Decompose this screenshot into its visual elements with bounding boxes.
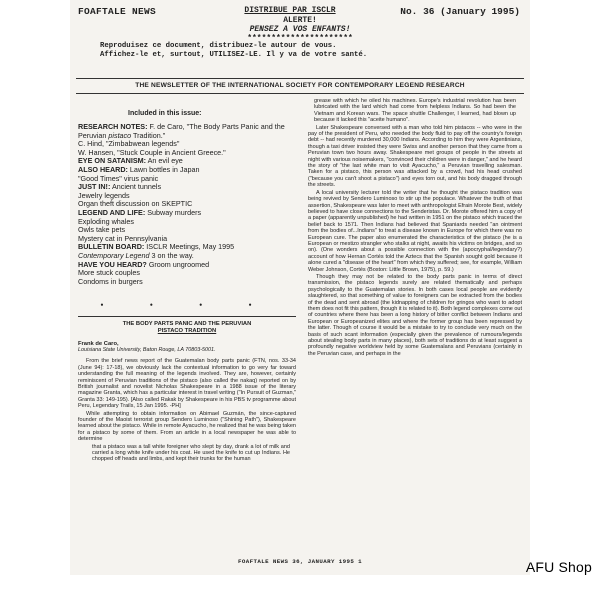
toc-label: HAVE YOU HEARD? (78, 259, 147, 269)
paragraph: A local university lecturer told the writer that he thought the pistaco tradition was being revived by Sendero Luminoso to stir up the populace. Whatever the truth of that assertion, Shakespeare was later to meet with anthropologist Efrain Morote Best, widely believed to have close connections to the Senderistas. Dr. Morote offered him a copy of a paper (apparently unpublished) he had written in 1951 on the pistaco which traced the belief back to 1571. Then Indians had believed that Spaniards needed "an ointment from the bodies of...Indians" to treat a disease known in Europe for which there was no European cure. The paper also enumerated the characteristics of the pistaco (he is a European or mestizo strangler who stalks at night, awaits his victims on bridges, and so on). (One wonders about a possible connection with the (apocryphal/legendary?) account of how Hernan Cortés told the Aztecs that the Spanish sought gold because it alone cured a "disease of the heart" from which they suffered; see, for example, William Weber Johnson, Cortés (Boston: Little Brown, 1975), p. 59.) (308, 189, 522, 273)
distribution-line: DISTRIBUE PAR ISCLR (244, 6, 336, 15)
section-divider-dots: • • • • (100, 300, 274, 311)
toc-item: Condoms in burgers (78, 276, 143, 286)
toc-text: ISCLR Meetings, May 1995 (144, 242, 235, 252)
page-footer: FOAFTALE NEWS 36, JANUARY 1995 1 (237, 558, 363, 565)
toc-text: Tradition." (131, 130, 166, 140)
toc-heading: Included in this issue: (128, 110, 202, 117)
article-author: Frank de Caro, (78, 341, 119, 348)
toc-label: LEGEND AND LIFE: (78, 207, 146, 217)
notice-line-2: Affichez-le et, surtout, UTILISEZ-LE. Il y va de votre santé. (100, 51, 368, 59)
article-title-line: PISTACO TRADITION (157, 328, 217, 335)
left-column (78, 106, 296, 464)
toc-text: Contemporary Legend (78, 250, 150, 260)
paragraph: While attempting to obtain information on Abimael Guzmán, the since-captured founder of the Maoist terrorist group Sendero Luminoso ("Shining Path"), Shakespeare learned about the pistaco. While in remote Ayacucho, he realized that he was being taken for a pistaco by some of them. From an article in a local newspaper he was able to determine (78, 410, 296, 443)
toc-item: C. Hind, "Zimbabwean legends" (78, 139, 180, 149)
toc-item: More stuck couples (78, 268, 140, 278)
newsletter-page (70, 0, 530, 575)
divider (78, 316, 296, 317)
shop-watermark: AFU Shop (525, 559, 592, 575)
article-title (78, 321, 296, 335)
toc-text: 3 on the way. (149, 250, 194, 260)
toc-text: Groom ungroomed (146, 259, 210, 269)
newsletter-title: THE NEWSLETTER OF THE INTERNATIONAL SOCIETY FOR CONTEMPORARY LEGEND RESEARCH (76, 78, 524, 94)
toc-text: Lawn bottles in Japan (127, 164, 200, 174)
toc-label: ALSO HEARD: (78, 164, 128, 174)
article-title-line: THE BODY PARTS PANIC AND THE PERUVIAN (122, 321, 252, 328)
masthead-title: FOAFTALE NEWS (78, 6, 157, 17)
toc-item (78, 123, 296, 140)
toc-item: Jewelry legends (78, 190, 130, 200)
block-quote-continued: grease with which he oiled his machines. Europe's industrial revolution has been lubricated with the lard which had come from helpless Indians. So had been the Vietnam and Korean wars. The space shuttle Challenger, I learned, had blown up because it lacked this "aceite humano". (314, 98, 516, 124)
toc-label: BULLETIN BOARD: (78, 242, 145, 252)
toc-item: Mystery cat in Pennsylvania (78, 233, 168, 243)
alert-stars: ********************** (247, 34, 353, 43)
block-quote: that a pistaco was a tall white foreigner who slept by day, drank a lot of milk and carried a long white knife under his coat. He used the knife to cut up Indians. He chopped off heads and limbs, and kept their trunks for the human (92, 443, 290, 463)
toc-label: EYE ON SATANISM: (78, 156, 147, 166)
paragraph: Though they may not be related to the body parts panic in terms of direct transmission, the pistaco legends surely are related thematically and perhaps psychologically to the Guatemalan stories. In both cases local people are evidently slaughtered, so that something of value to foreigners can be extracted from the bodies of the dead and sent abroad (the kidnapping of children for gringos who want to adopt them does not fit this pattern, though it is related to it). Both legend complexes come out of countries where there has been a long history of bitter conflict between Indians and European or Europeanized elites and where the former group has been repressed by the latter. Though of course it would be a mistake to try to conclude very much on the basis of such scant information (especially given the prevalence of rumours/legends about stealing body parts in many places), both sets of traditions do at least suggest a profoundly negative worldview held by some Guatemalans and Peruvians (certainly in the Peruvian case, and perhaps in the (308, 273, 523, 357)
toc-text: An evil eye (146, 156, 183, 166)
article-affiliation: Louisiana State University, Baton Rouge, LA 70803-5001. (78, 347, 216, 354)
toc-text: F. de Caro, "The Body Parts Panic and the Peruvian (78, 122, 285, 140)
toc-text: Subway murders (145, 207, 202, 217)
toc-item: Exploding whales (78, 216, 134, 226)
toc-label: JUST IN!: (78, 182, 111, 192)
article-body-left (78, 358, 296, 463)
toc-label: RESEARCH NOTES: (78, 122, 148, 131)
paragraph: From the brief news report of the Guatemalan body parts panic (FTN, nos. 33-34 (June 94): 17-18), we obviously lack the contextual information to go very far toward understanding the full meaning of the legends involved. They are, however, certainly reminiscent of Peruvian traditions of the pistaco (also called the nakaq) reported on by British journalist and novelist Nicholas Shakespeare in a 1988 issue of the literary magazine Granta, which has a particular interest in travel writing ("In Pursuit of Guzman," Granta 33: 149-195). [Also called Rakak by Shakespeare in his PBS tv programme about Peru, Legendary Trails, 15 Jan 1995. -PH] (78, 358, 296, 410)
toc-item: W. Hansen, "Stuck Couple in Ancient Greece." (78, 147, 226, 157)
alert-block (70, 16, 530, 43)
notice-block (100, 42, 510, 60)
table-of-contents (78, 123, 296, 286)
toc-item: Owls take pets (78, 225, 126, 235)
toc-text: Ancient tunnels (110, 182, 162, 192)
toc-text: pistaco (108, 130, 132, 140)
paragraph: Later Shakespeare conversed with a man who told him pistacos -- who were in the pay of the president of Peru, who needed the body fluid to pay off the country's foreign debt -- had recently murdered 30,000 Indians. According to him they were Argentinians, though a taxi driver insisted they were Swiss and another person that they came from a Peruvian town two hours away. Shakespeare met groups of people in the streets at night with various noisemakers, "convinced their children were in danger," and he heard the story of "the last white man to visit Ayacucho," a Peruvian travelling salesman. Taken for a pistaco, this person was attacked by a crowd, had his head crushed ("because you can't shoot a pistaco") and eyes torn out, and his body dragged through the streets. (308, 124, 522, 189)
issue-number: No. 36 (January 1995) (400, 6, 520, 17)
notice-line-1: Reproduisez ce document, distribuez-le autour de vous. (100, 42, 337, 50)
alert-subline: PENSEZ A VOS ENFANTS! (249, 25, 351, 34)
toc-item: "Good Times" virus panic (78, 173, 159, 183)
alert-line: ALERTE! (283, 16, 317, 25)
toc-item: Organ theft discussion on SKEPTIC (78, 199, 193, 209)
article-body-right (308, 98, 522, 358)
